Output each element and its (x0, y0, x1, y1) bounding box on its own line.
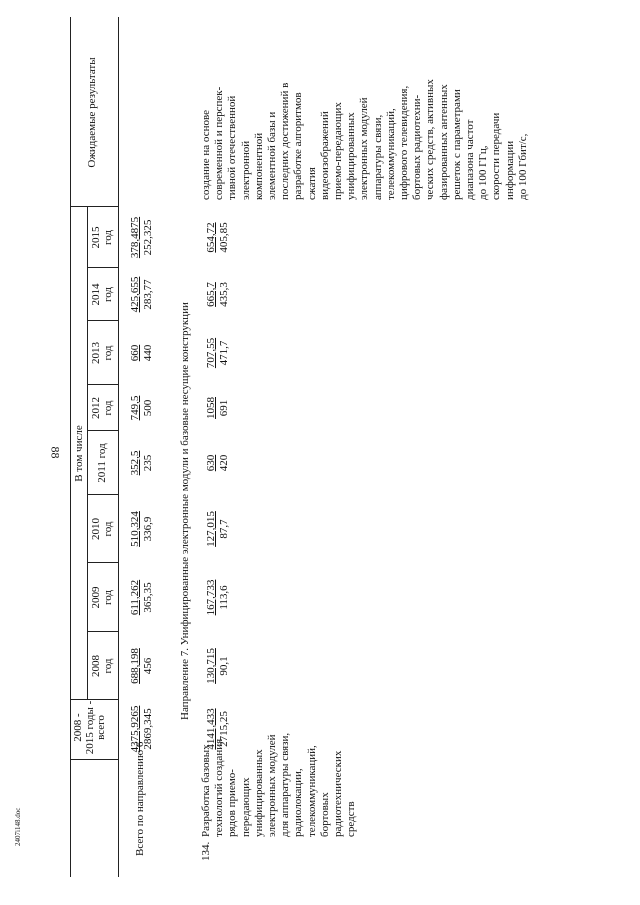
label-line: для аппаратуры связи, (279, 732, 292, 837)
year-unit: год (101, 229, 114, 246)
row-134-value-2010 (205, 495, 230, 563)
total-value-2008 (129, 632, 154, 700)
year-label: 2013 (90, 342, 102, 364)
label-line: передающих (239, 777, 252, 837)
result-line: создание на основе (200, 110, 212, 200)
label-line: радиолокации, (292, 768, 305, 837)
header-year-2011 (97, 431, 109, 495)
result-line: цифрового телевидения, (398, 85, 411, 200)
header-year-2008 (91, 632, 114, 700)
result-line: приемо-передающих (332, 102, 345, 200)
header-expected-results: Ожидаемые результаты (86, 57, 98, 168)
value-top: 510,324 (129, 511, 141, 547)
result-line: электронных модулей (358, 97, 371, 200)
row-134-value-2014 (205, 268, 230, 321)
total-value-2010 (129, 495, 154, 563)
result-line: аппаратуры связи, (371, 114, 384, 200)
value-bottom: 235 (141, 454, 154, 472)
year-label: 2014 (90, 283, 102, 306)
header-year-2013 (91, 321, 114, 385)
value-bottom: 336,9 (141, 516, 154, 542)
label-line: Разработка базовых (200, 744, 212, 837)
result-line: информации (503, 140, 516, 200)
result-line: до 100 ГГц, (477, 145, 490, 200)
result-line: разработке алгоритмов (292, 92, 305, 200)
value-top: 130,715 (205, 648, 217, 684)
value-bottom: 113,6 (217, 585, 230, 610)
value-top: 167,733 (205, 579, 217, 616)
header-total-line1: 2008 - (72, 713, 84, 742)
total-value-2009 (129, 563, 154, 632)
value-bottom: 435,3 (217, 282, 230, 307)
year-label: 2012 (90, 397, 102, 419)
total-value-all (129, 700, 154, 758)
row-134-value-2011 (205, 431, 230, 495)
value-bottom: 500 (141, 399, 154, 417)
total-value-2013 (129, 321, 154, 385)
result-line: тивной отечественной (226, 95, 239, 200)
value-top: 1058 (205, 397, 217, 419)
value-top: 378,4875 (129, 216, 141, 259)
year-unit: год (101, 400, 114, 416)
header-incl: В том числе (73, 425, 85, 482)
result-line: ческих средств, активных (424, 79, 437, 200)
result-line: сжатия (305, 167, 318, 200)
result-line: фазированных антенных (437, 84, 450, 200)
section-title: Направление 7. Унифицированные электронные модули и базовые несущие конструкции (179, 302, 191, 720)
row-134-value-2009 (205, 563, 230, 632)
total-value-2012 (129, 385, 154, 431)
footer-filename: 2407i148.doc (14, 807, 22, 846)
value-bottom: 471,7 (217, 340, 230, 366)
row-134-expected-results (200, 15, 530, 200)
year-unit: год (101, 286, 114, 303)
total-row-label: Всего по направлению 6 (134, 741, 146, 856)
label-line: бортовых (318, 792, 331, 837)
value-top: 660 (129, 344, 141, 362)
year-unit: год (101, 589, 114, 606)
value-bottom: 691 (217, 399, 230, 417)
header-year-2009 (91, 563, 114, 632)
label-line: технологий создания (213, 738, 226, 837)
result-line: диапазона частот (464, 119, 477, 200)
total-value-2015 (129, 207, 154, 268)
result-line: электронной (239, 140, 252, 200)
total-value-2014 (129, 268, 154, 321)
value-top: 4375,9265 (129, 705, 141, 753)
year-label: 2008 (90, 655, 102, 677)
result-line: компонентной (252, 132, 265, 200)
result-line: современной и перспек- (213, 86, 226, 200)
year-label: 2010 (90, 518, 102, 540)
row-134-value-2013 (205, 321, 230, 385)
value-top: 425,655 (129, 276, 141, 313)
value-top: 665,7 (205, 282, 217, 307)
row-134-number: 134. (200, 841, 212, 861)
value-top: 352,5 (129, 450, 141, 476)
year-label: 2011 год (96, 443, 108, 483)
year-unit: год (101, 345, 114, 361)
result-line: элементной базы и (266, 111, 279, 200)
header-year-2012 (91, 385, 114, 431)
result-line: скорости передачи (490, 112, 503, 200)
label-line: радиотехнических (332, 750, 345, 837)
header-year-2014 (91, 268, 114, 321)
result-line: унифицированных (345, 112, 358, 200)
header-total-line2: 2015 годы - (83, 700, 96, 755)
value-bottom: 456 (141, 657, 154, 675)
value-bottom: 2869,345 (141, 708, 154, 750)
value-bottom: 90,1 (217, 656, 230, 676)
value-top: 4141,433 (205, 708, 217, 750)
label-line: рядов приемо- (226, 769, 239, 837)
year-label: 2015 (90, 226, 102, 249)
row-134-value-2015 (205, 207, 230, 268)
value-top: 127,015 (205, 511, 217, 547)
year-unit: год (101, 658, 114, 674)
row-134-value-all (205, 700, 230, 758)
result-line: до 100 Гбит/с, (516, 133, 529, 200)
label-line: унифицированных (252, 749, 265, 837)
result-line: видеоизображений (318, 111, 331, 200)
header-year-2010 (91, 495, 114, 563)
value-bottom: 2715,25 (217, 711, 230, 747)
value-bottom: 283,77 (141, 279, 154, 310)
value-top: 611,262 (129, 579, 141, 616)
value-bottom: 365,35 (141, 582, 154, 613)
row-134-value-2008 (205, 632, 230, 700)
value-bottom: 405,85 (217, 222, 230, 253)
header-bottom-rule (118, 17, 119, 877)
header-total-cell (73, 700, 108, 755)
year-unit: год (101, 521, 114, 537)
result-line: телекоммуникаций, (384, 108, 397, 200)
header-total-line3: всего (95, 715, 108, 740)
value-top: 749,5 (129, 395, 141, 421)
result-line: последних достижений в (279, 82, 292, 200)
year-label: 2009 (90, 586, 102, 609)
value-bottom: 420 (217, 454, 230, 472)
row-134-value-2012 (205, 385, 230, 431)
header-top-rule (70, 17, 71, 877)
page-number: 88 (48, 446, 63, 459)
result-line: бортовых радиотехни- (411, 94, 424, 200)
value-bottom: 252,325 (141, 219, 154, 256)
value-top: 654,72 (205, 222, 217, 253)
total-value-2011 (129, 431, 154, 495)
label-line: телекоммуникаций, (305, 745, 318, 837)
result-line: решеток с параметрами (450, 89, 463, 200)
header-year-2015 (91, 207, 114, 268)
value-top: 630 (205, 454, 217, 472)
label-line: средств (345, 801, 358, 837)
value-top: 707,55 (205, 337, 217, 369)
value-bottom: 440 (141, 344, 154, 362)
value-bottom: 87,7 (217, 519, 230, 539)
value-top: 688,198 (129, 648, 141, 684)
col-rule (70, 759, 118, 760)
label-line: электронных модулей (266, 734, 279, 837)
incl-rule (87, 207, 88, 700)
